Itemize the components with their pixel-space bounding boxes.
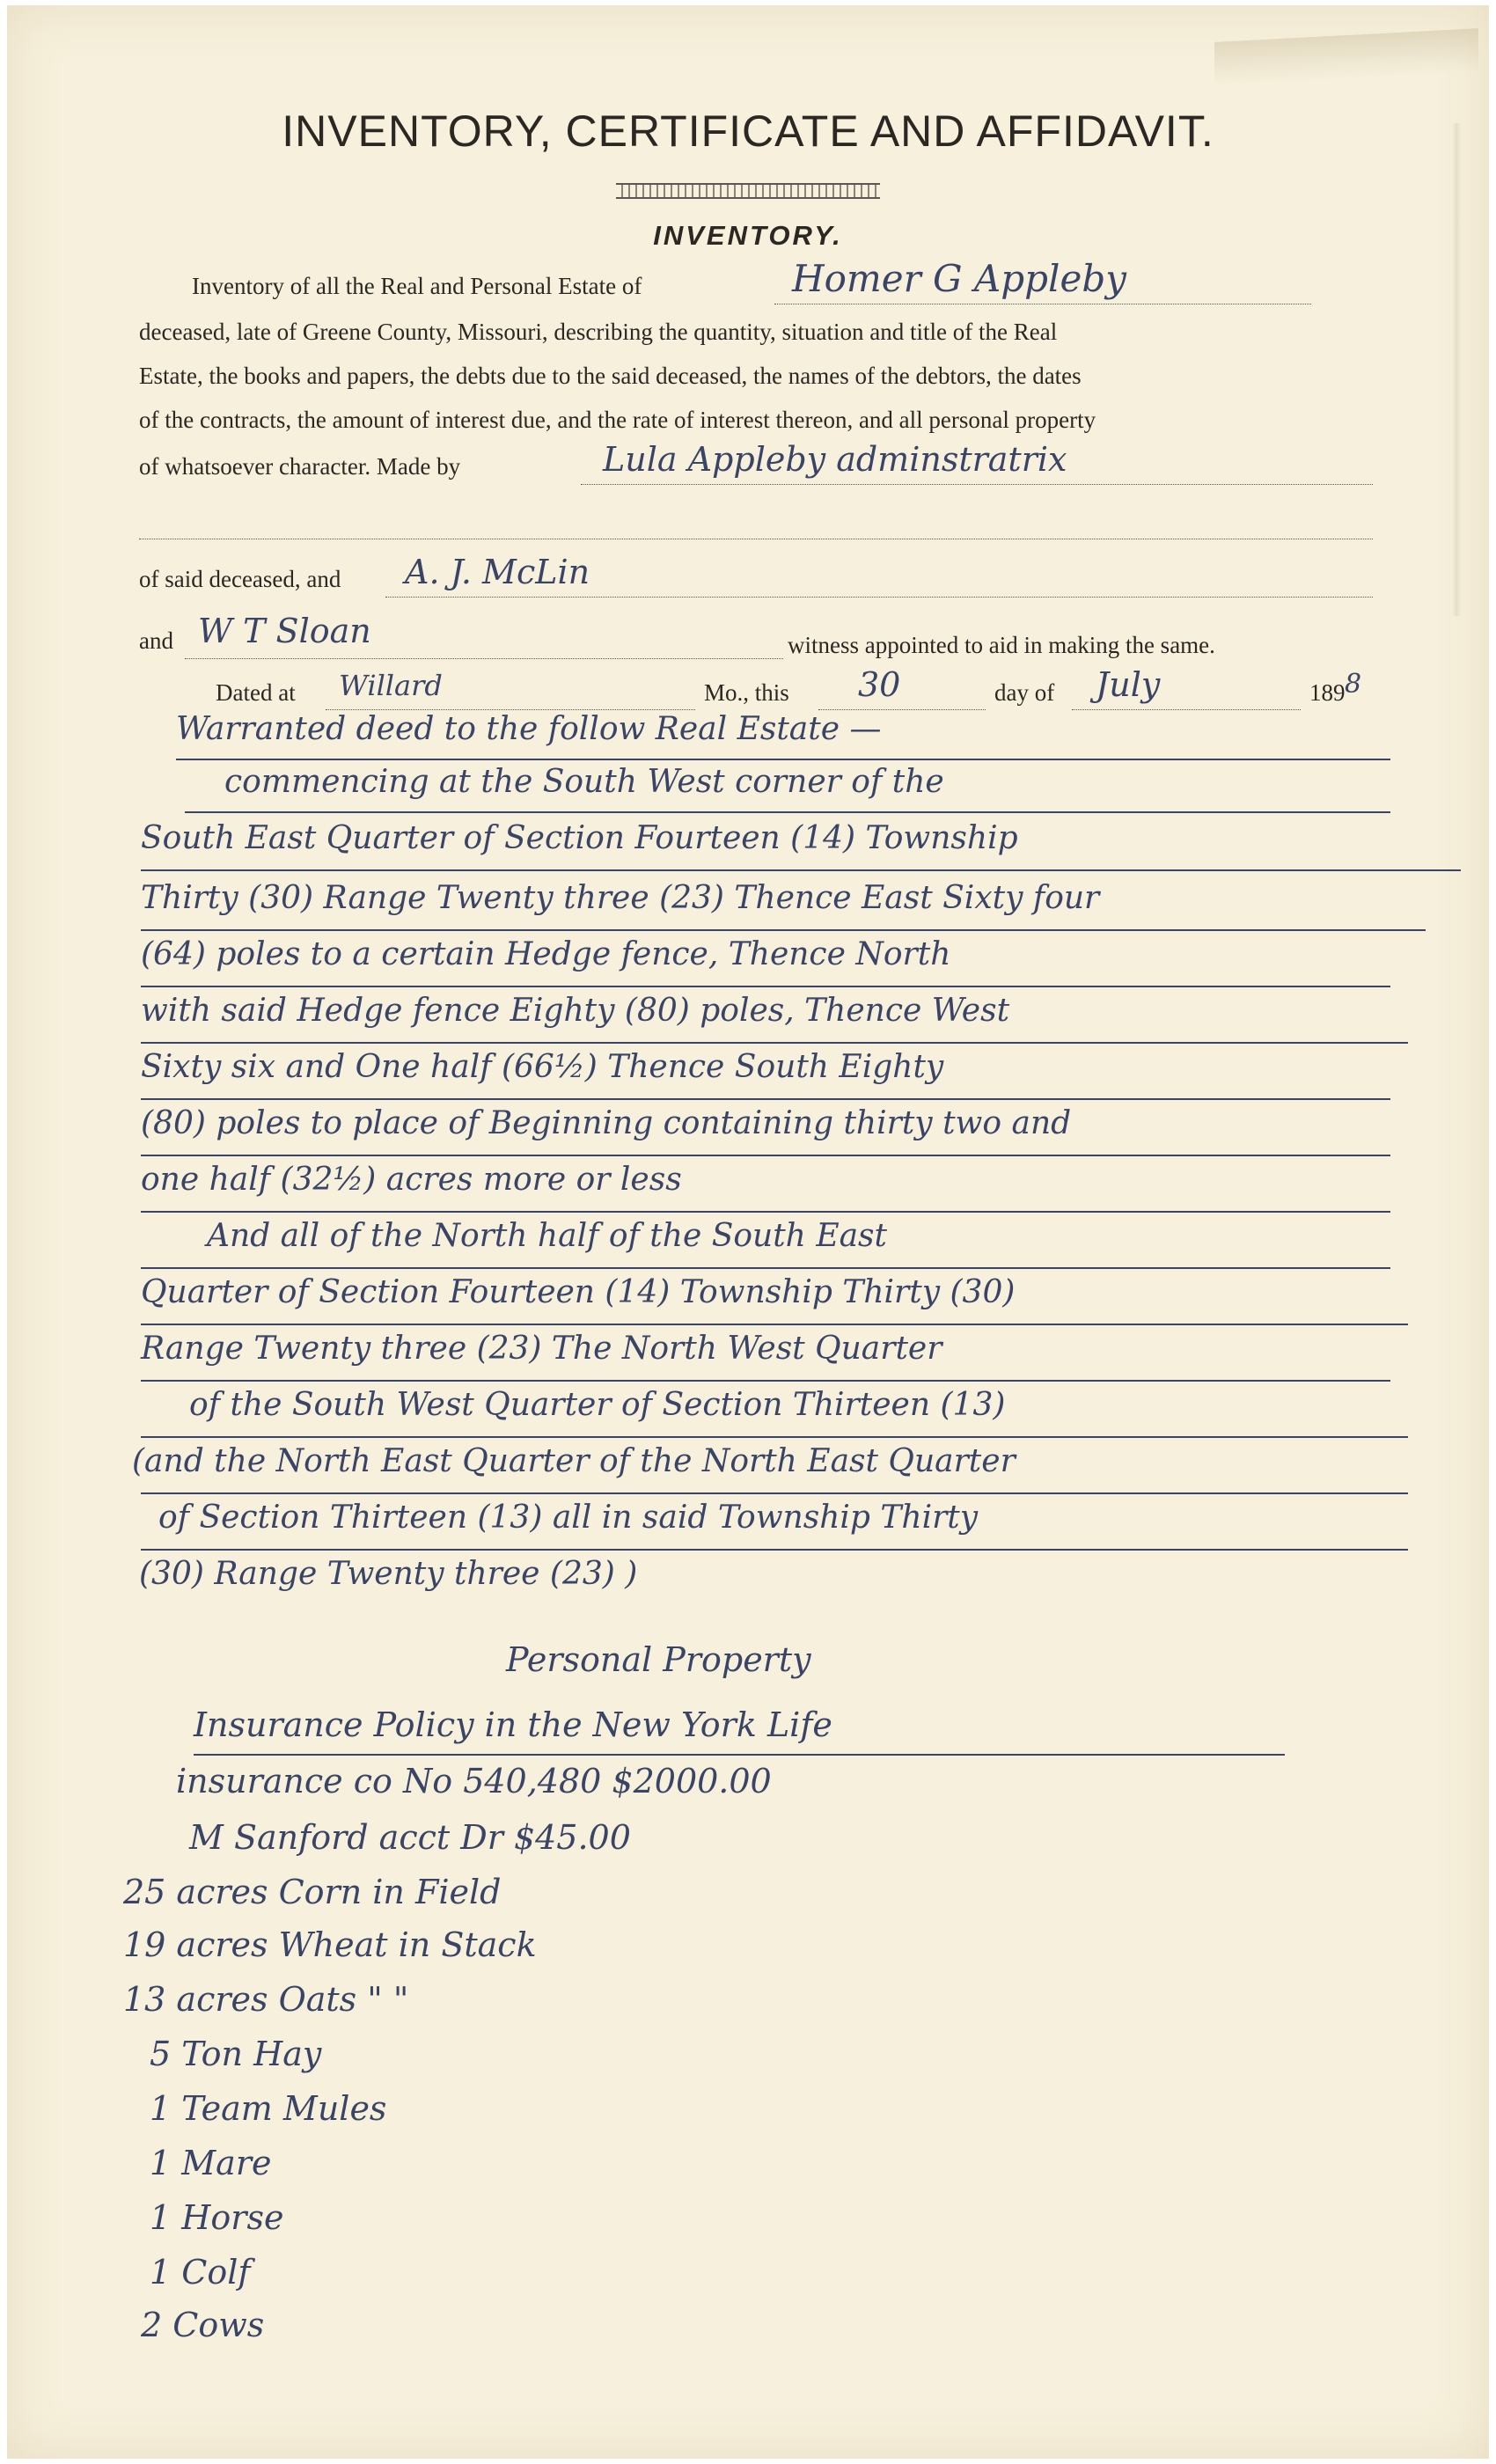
- underline: [141, 1155, 1390, 1156]
- printed-line-3: Estate, the books and papers, the debts due to the said deceased, the names of the debtors, the dates: [139, 363, 1082, 389]
- made-by-rule: [581, 484, 1373, 485]
- printed-line-6: of said deceased, and: [139, 566, 341, 592]
- real-estate-line: Warranted deed to the follow Real Estate —: [176, 711, 882, 747]
- underline: [141, 986, 1390, 987]
- printed-line-5: of whatsoever character. Made by: [139, 453, 461, 480]
- printed-line-2: deceased, late of Greene County, Missouri, describing the quantity, situation and title of the Real: [139, 319, 1058, 345]
- underline: [141, 1042, 1408, 1044]
- underline: [141, 1380, 1390, 1382]
- underline: [141, 1549, 1408, 1551]
- personal-item: 5 Ton Hay: [150, 2035, 322, 2073]
- day-rule: [818, 709, 986, 710]
- underline: [185, 811, 1390, 813]
- witness-clause: witness appointed to aid in making the same.: [788, 632, 1215, 658]
- month-rule: [1072, 709, 1301, 710]
- witness1-name: A. J. McLin: [405, 553, 590, 591]
- personal-item: Insurance Policy in the New York Life: [194, 1705, 832, 1744]
- personal-item: 25 acres Corn in Field: [123, 1873, 502, 1911]
- personal-property-heading: Personal Property: [506, 1640, 811, 1679]
- made-by-name: Lula Appleby adminstratrix: [603, 440, 1067, 479]
- printed-line-7: and: [139, 627, 173, 654]
- printed-line-4: of the contracts, the amount of interest due, and the rate of interest thereon, and all personal property: [139, 407, 1096, 433]
- underline: [141, 1492, 1408, 1494]
- personal-item: 1 Colf: [150, 2253, 251, 2292]
- personal-item: 1 Horse: [150, 2198, 284, 2237]
- personal-item: 1 Mare: [150, 2144, 272, 2182]
- day-of-label: day of: [994, 679, 1055, 706]
- witness2-name: W T Sloan: [198, 612, 371, 650]
- real-estate-line: South East Quarter of Section Fourteen (14) Township: [141, 820, 1018, 856]
- personal-item: 13 acres Oats " ": [123, 1980, 409, 2019]
- dated-at-label: Dated at: [216, 679, 296, 706]
- deceased-name: Homer G Appleby: [792, 257, 1126, 300]
- personal-item: 19 acres Wheat in Stack: [123, 1925, 537, 1964]
- real-estate-line: commencing at the South West corner of the: [224, 764, 944, 800]
- year-digit: 8: [1345, 669, 1362, 700]
- real-estate-line: Thirty (30) Range Twenty three (23) Thence East Sixty four: [141, 880, 1100, 916]
- real-estate-line: (30) Range Twenty three (23) ): [139, 1556, 638, 1592]
- witness2-rule: [185, 658, 783, 659]
- personal-item: 2 Cows: [141, 2306, 265, 2344]
- year-printed: 189: [1309, 679, 1346, 706]
- real-estate-line: (64) poles to a certain Hedge fence, Thence North: [141, 936, 951, 972]
- mo-this-label: Mo., this: [704, 679, 789, 706]
- real-estate-line: of Section Thirteen (13) all in said Township Thirty: [158, 1500, 979, 1536]
- real-estate-line: Quarter of Section Fourteen (14) Township Thirty (30): [141, 1274, 1016, 1310]
- printed-line-1: Inventory of all the Real and Personal Estate of: [192, 273, 642, 299]
- real-estate-line: with said Hedge fence Eighty (80) poles, Thence West: [141, 993, 1010, 1029]
- real-estate-line: And all of the North half of the South East: [207, 1218, 887, 1254]
- section-heading: INVENTORY.: [653, 220, 843, 251]
- real-estate-line: Sixty six and One half (66½) Thence South Eighty: [141, 1049, 944, 1085]
- personal-item: insurance co No 540,480 $2000.00: [176, 1762, 772, 1800]
- underline: [176, 759, 1390, 760]
- form-title: INVENTORY, CERTIFICATE AND AFFIDAVIT.: [282, 106, 1214, 156]
- place-rule: [326, 709, 695, 710]
- underline: [141, 1267, 1390, 1269]
- underline: [194, 1754, 1285, 1756]
- real-estate-line: (and the North East Quarter of the North East Quarter: [132, 1443, 1016, 1479]
- witness1-rule: [385, 597, 1373, 598]
- personal-item: M Sanford acct Dr $45.00: [189, 1818, 631, 1857]
- underline: [141, 1098, 1390, 1100]
- underline: [141, 869, 1461, 871]
- day-value: 30: [858, 665, 901, 704]
- real-estate-line: (80) poles to place of Beginning containing thirty two and: [141, 1105, 1072, 1141]
- underline: [141, 1324, 1408, 1325]
- place-name: Willard: [339, 669, 443, 702]
- real-estate-line: Range Twenty three (23) The North West Quarter: [141, 1331, 942, 1367]
- real-estate-line: of the South West Quarter of Section Thirteen (13): [189, 1387, 1006, 1423]
- fold-crease: [1452, 123, 1461, 616]
- real-estate-line: one half (32½) acres more or less: [141, 1162, 682, 1198]
- title-ornament: [616, 183, 880, 199]
- underline: [141, 1211, 1390, 1213]
- underline: [141, 929, 1426, 931]
- month-value: July: [1096, 665, 1161, 704]
- personal-item: 1 Team Mules: [150, 2089, 387, 2128]
- underline: [141, 1436, 1408, 1438]
